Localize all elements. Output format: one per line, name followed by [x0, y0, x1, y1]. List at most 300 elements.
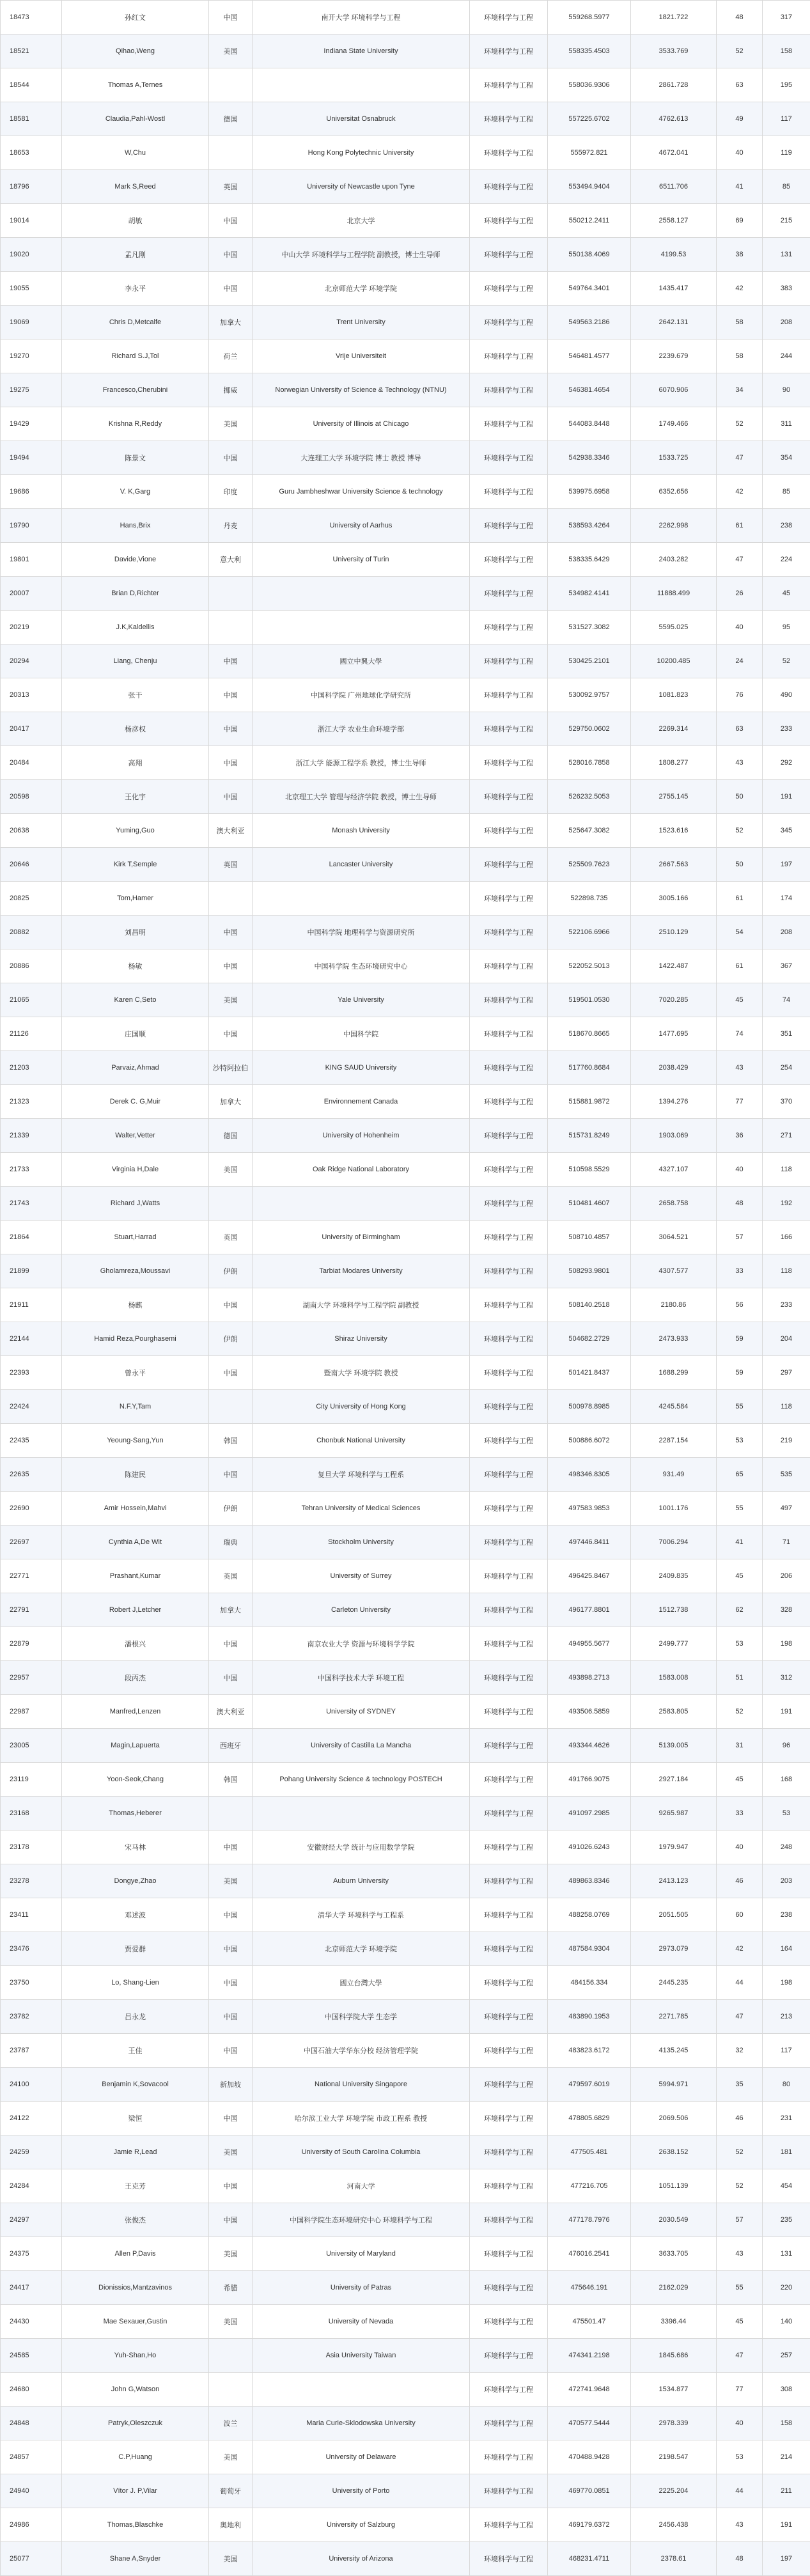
h-index-cell: 53 [717, 2440, 763, 2474]
citation-score-cell: 491026.6243 [548, 1831, 631, 1864]
paper-count-cell: 118 [763, 1390, 810, 1424]
paper-count-cell: 191 [763, 780, 810, 814]
institution-cell: University of Illinois at Chicago [253, 407, 470, 441]
institution-cell: Trent University [253, 306, 470, 340]
institution-cell: Asia University Taiwan [253, 2339, 470, 2373]
avg-score-cell: 2642.131 [631, 306, 717, 340]
institution-cell: Shiraz University [253, 1322, 470, 1356]
field-cell: 环境科学与工程 [470, 2102, 548, 2135]
paper-count-cell: 454 [763, 2169, 810, 2203]
name-cell: Patryk,Oleszczuk [62, 2407, 209, 2440]
citation-score-cell: 550212.2411 [548, 204, 631, 238]
avg-score-cell: 1422.487 [631, 949, 717, 983]
avg-score-cell: 2287.154 [631, 1424, 717, 1458]
institution-cell: 中国科学院 地理科学与资源研究所 [253, 916, 470, 949]
table-row [1, 543, 810, 577]
table-row [1, 1322, 810, 1356]
field-cell: 环境科学与工程 [470, 272, 548, 306]
h-index-cell: 33 [717, 1254, 763, 1288]
field-cell: 环境科学与工程 [470, 577, 548, 611]
country-cell [209, 611, 253, 644]
institution-cell: 哈尔滨工业大学 环境学院 市政工程系 教授 [253, 2102, 470, 2135]
name-cell: Yeoung-Sang,Yun [62, 1424, 209, 1458]
name-cell: Mark S,Reed [62, 170, 209, 204]
country-cell: 韩国 [209, 1763, 253, 1797]
paper-count-cell: 197 [763, 848, 810, 882]
h-index-cell: 33 [717, 1797, 763, 1831]
table-row [1, 204, 810, 238]
field-cell: 环境科学与工程 [470, 373, 548, 407]
country-cell [209, 1797, 253, 1831]
institution-cell: Stockholm University [253, 1526, 470, 1559]
paper-count-cell: 312 [763, 1661, 810, 1695]
rank-cell: 21733 [1, 1153, 62, 1187]
name-cell: Prashant,Kumar [62, 1559, 209, 1593]
rank-cell: 18581 [1, 102, 62, 136]
institution-cell [253, 2373, 470, 2407]
h-index-cell: 47 [717, 543, 763, 577]
h-index-cell: 47 [717, 2339, 763, 2373]
country-cell: 美国 [209, 2305, 253, 2339]
table-row [1, 2271, 810, 2305]
table-row [1, 1458, 810, 1492]
avg-score-cell: 3064.521 [631, 1221, 717, 1254]
citation-score-cell: 468231.4711 [548, 2542, 631, 2576]
avg-score-cell: 4307.577 [631, 1254, 717, 1288]
citation-score-cell: 542938.3346 [548, 441, 631, 475]
table-row [1, 1695, 810, 1729]
citation-score-cell: 530092.9757 [548, 678, 631, 712]
rank-cell: 20219 [1, 611, 62, 644]
citation-score-cell: 474341.2198 [548, 2339, 631, 2373]
citation-score-cell: 522106.6966 [548, 916, 631, 949]
h-index-cell: 26 [717, 577, 763, 611]
table-row [1, 1085, 810, 1119]
institution-cell: 清华大学 环境科学与工程系 [253, 1898, 470, 1932]
name-cell: Cynthia A,De Wit [62, 1526, 209, 1559]
field-cell: 环境科学与工程 [470, 136, 548, 170]
avg-score-cell: 6511.706 [631, 170, 717, 204]
avg-score-cell: 2162.029 [631, 2271, 717, 2305]
h-index-cell: 53 [717, 1627, 763, 1661]
table-row [1, 1593, 810, 1627]
paper-count-cell: 45 [763, 577, 810, 611]
institution-cell [253, 1187, 470, 1221]
h-index-cell: 55 [717, 1390, 763, 1424]
name-cell: 陈建民 [62, 1458, 209, 1492]
institution-cell: University of Salzburg [253, 2508, 470, 2542]
rank-cell: 22791 [1, 1593, 62, 1627]
avg-score-cell: 4135.245 [631, 2034, 717, 2068]
h-index-cell: 58 [717, 306, 763, 340]
institution-cell: Chonbuk National University [253, 1424, 470, 1458]
citation-score-cell: 508710.4857 [548, 1221, 631, 1254]
table-row [1, 441, 810, 475]
table-row [1, 2305, 810, 2339]
field-cell: 环境科学与工程 [470, 949, 548, 983]
paper-count-cell: 213 [763, 2000, 810, 2034]
h-index-cell: 61 [717, 882, 763, 916]
rank-cell: 24940 [1, 2474, 62, 2508]
country-cell: 中国 [209, 1627, 253, 1661]
country-cell: 奥地利 [209, 2508, 253, 2542]
field-cell: 环境科学与工程 [470, 2407, 548, 2440]
country-cell [209, 577, 253, 611]
rank-cell: 20886 [1, 949, 62, 983]
name-cell: 吕永龙 [62, 2000, 209, 2034]
rank-cell: 24417 [1, 2271, 62, 2305]
table-row [1, 2068, 810, 2102]
h-index-cell: 55 [717, 1492, 763, 1526]
h-index-cell: 42 [717, 475, 763, 509]
paper-count-cell: 292 [763, 746, 810, 780]
institution-cell: City University of Hong Kong [253, 1390, 470, 1424]
name-cell: Parvaiz,Ahmad [62, 1051, 209, 1085]
rank-cell: 21743 [1, 1187, 62, 1221]
field-cell: 环境科学与工程 [470, 1322, 548, 1356]
institution-cell: University of Surrey [253, 1559, 470, 1593]
table-row [1, 1763, 810, 1797]
rank-cell: 19801 [1, 543, 62, 577]
field-cell: 环境科学与工程 [470, 543, 548, 577]
name-cell: Vítor J. P,Vilar [62, 2474, 209, 2508]
citation-score-cell: 493344.4626 [548, 1729, 631, 1763]
paper-count-cell: 117 [763, 2034, 810, 2068]
name-cell: Magin,Lapuerta [62, 1729, 209, 1763]
table-row [1, 2102, 810, 2135]
institution-cell: 暨南大学 环境学院 教授 [253, 1356, 470, 1390]
name-cell: 王化宇 [62, 780, 209, 814]
paper-count-cell: 497 [763, 1492, 810, 1526]
institution-cell: University of Newcastle upon Tyne [253, 170, 470, 204]
table-row [1, 2034, 810, 2068]
institution-cell: University of Delaware [253, 2440, 470, 2474]
avg-score-cell: 6352.656 [631, 475, 717, 509]
avg-score-cell: 2978.339 [631, 2407, 717, 2440]
field-cell: 环境科学与工程 [470, 1526, 548, 1559]
country-cell: 德国 [209, 1119, 253, 1153]
paper-count-cell: 158 [763, 2407, 810, 2440]
paper-count-cell: 535 [763, 1458, 810, 1492]
institution-cell: University of Nevada [253, 2305, 470, 2339]
paper-count-cell: 96 [763, 1729, 810, 1763]
citation-score-cell: 538335.6429 [548, 543, 631, 577]
citation-score-cell: 529750.0602 [548, 712, 631, 746]
country-cell: 中国 [209, 1288, 253, 1322]
rank-cell: 18521 [1, 35, 62, 68]
avg-score-cell: 10200.485 [631, 644, 717, 678]
country-cell: 加拿大 [209, 1593, 253, 1627]
table-row [1, 1153, 810, 1187]
name-cell: Kirk T,Semple [62, 848, 209, 882]
name-cell: Manfred,Lenzen [62, 1695, 209, 1729]
rank-cell: 21911 [1, 1288, 62, 1322]
table-row [1, 407, 810, 441]
h-index-cell: 42 [717, 272, 763, 306]
avg-score-cell: 2262.998 [631, 509, 717, 543]
country-cell [209, 1390, 253, 1424]
rank-cell: 18544 [1, 68, 62, 102]
rank-cell: 22697 [1, 1526, 62, 1559]
rank-cell: 20882 [1, 916, 62, 949]
field-cell: 环境科学与工程 [470, 1831, 548, 1864]
country-cell: 澳大利亚 [209, 814, 253, 848]
rank-cell: 22690 [1, 1492, 62, 1526]
h-index-cell: 52 [717, 2169, 763, 2203]
name-cell: 张干 [62, 678, 209, 712]
paper-count-cell: 345 [763, 814, 810, 848]
h-index-cell: 49 [717, 102, 763, 136]
paper-count-cell: 206 [763, 1559, 810, 1593]
rank-cell: 24585 [1, 2339, 62, 2373]
rank-cell: 21323 [1, 1085, 62, 1119]
citation-score-cell: 489863.8346 [548, 1864, 631, 1898]
table-row [1, 238, 810, 272]
field-cell: 环境科学与工程 [470, 1593, 548, 1627]
institution-cell: University of Arizona [253, 2542, 470, 2576]
country-cell: 中国 [209, 2034, 253, 2068]
avg-score-cell: 5994.971 [631, 2068, 717, 2102]
table-row [1, 2440, 810, 2474]
country-cell: 中国 [209, 712, 253, 746]
paper-count-cell: 119 [763, 136, 810, 170]
field-cell: 环境科学与工程 [470, 170, 548, 204]
rank-cell: 19790 [1, 509, 62, 543]
name-cell: Benjamin K,Sovacool [62, 2068, 209, 2102]
rank-cell: 22435 [1, 1424, 62, 1458]
h-index-cell: 45 [717, 1559, 763, 1593]
name-cell: N.F.Y,Tam [62, 1390, 209, 1424]
country-cell: 中国 [209, 746, 253, 780]
paper-count-cell: 224 [763, 543, 810, 577]
citation-score-cell: 487584.9304 [548, 1932, 631, 1966]
avg-score-cell: 3396.44 [631, 2305, 717, 2339]
paper-count-cell: 203 [763, 1864, 810, 1898]
country-cell: 澳大利亚 [209, 1695, 253, 1729]
table-row [1, 1356, 810, 1390]
citation-score-cell: 500886.6072 [548, 1424, 631, 1458]
name-cell: Richard S.J,Tol [62, 340, 209, 373]
field-cell: 环境科学与工程 [470, 2034, 548, 2068]
h-index-cell: 55 [717, 2271, 763, 2305]
h-index-cell: 44 [717, 2474, 763, 2508]
avg-score-cell: 1688.299 [631, 1356, 717, 1390]
name-cell: Qihao,Weng [62, 35, 209, 68]
table-row [1, 2508, 810, 2542]
name-cell: Virginia H,Dale [62, 1153, 209, 1187]
field-cell: 环境科学与工程 [470, 1729, 548, 1763]
table-row [1, 2373, 810, 2407]
paper-count-cell: 168 [763, 1763, 810, 1797]
avg-score-cell: 1821.722 [631, 1, 717, 35]
table-row [1, 306, 810, 340]
rank-cell: 25077 [1, 2542, 62, 2576]
table-row [1, 882, 810, 916]
name-cell: John G,Watson [62, 2373, 209, 2407]
field-cell: 环境科学与工程 [470, 1424, 548, 1458]
field-cell: 环境科学与工程 [470, 1254, 548, 1288]
h-index-cell: 40 [717, 611, 763, 644]
h-index-cell: 60 [717, 1898, 763, 1932]
institution-cell: 湖南大学 环境科学与工程学院 副教授 [253, 1288, 470, 1322]
h-index-cell: 53 [717, 1424, 763, 1458]
field-cell: 环境科学与工程 [470, 1695, 548, 1729]
rank-cell: 24100 [1, 2068, 62, 2102]
table-row [1, 712, 810, 746]
citation-score-cell: 528016.7858 [548, 746, 631, 780]
institution-cell: 浙江大学 农业生命环境学部 [253, 712, 470, 746]
avg-score-cell: 2658.758 [631, 1187, 717, 1221]
paper-count-cell: 117 [763, 102, 810, 136]
country-cell: 中国 [209, 1017, 253, 1051]
avg-score-cell: 2038.429 [631, 1051, 717, 1085]
name-cell: Gholamreza,Moussavi [62, 1254, 209, 1288]
rank-cell: 19494 [1, 441, 62, 475]
table-row [1, 611, 810, 644]
institution-cell: 河南大学 [253, 2169, 470, 2203]
rank-cell: 23168 [1, 1797, 62, 1831]
rank-cell: 24375 [1, 2237, 62, 2271]
citation-score-cell: 546481.4577 [548, 340, 631, 373]
h-index-cell: 45 [717, 1763, 763, 1797]
avg-score-cell: 7006.294 [631, 1526, 717, 1559]
institution-cell: Auburn University [253, 1864, 470, 1898]
name-cell: Liang, Chenju [62, 644, 209, 678]
table-row [1, 2407, 810, 2440]
paper-count-cell: 238 [763, 1898, 810, 1932]
avg-score-cell: 4245.584 [631, 1390, 717, 1424]
avg-score-cell: 2198.547 [631, 2440, 717, 2474]
avg-score-cell: 2755.145 [631, 780, 717, 814]
citation-score-cell: 488258.0769 [548, 1898, 631, 1932]
name-cell: Derek C. G,Muir [62, 1085, 209, 1119]
rank-cell: 24259 [1, 2135, 62, 2169]
citation-score-cell: 476016.2541 [548, 2237, 631, 2271]
field-cell: 环境科学与工程 [470, 882, 548, 916]
country-cell: 美国 [209, 2440, 253, 2474]
paper-count-cell: 254 [763, 1051, 810, 1085]
institution-cell: Indiana State University [253, 35, 470, 68]
paper-count-cell: 192 [763, 1187, 810, 1221]
country-cell: 英国 [209, 1559, 253, 1593]
h-index-cell: 54 [717, 916, 763, 949]
citation-score-cell: 555972.821 [548, 136, 631, 170]
rank-cell: 20313 [1, 678, 62, 712]
citation-score-cell: 493898.2713 [548, 1661, 631, 1695]
name-cell: Yuming,Guo [62, 814, 209, 848]
country-cell: 挪威 [209, 373, 253, 407]
avg-score-cell: 2403.282 [631, 543, 717, 577]
institution-cell: Tarbiat Modares University [253, 1254, 470, 1288]
citation-score-cell: 478805.6829 [548, 2102, 631, 2135]
citation-score-cell: 522052.5013 [548, 949, 631, 983]
name-cell: 胡敏 [62, 204, 209, 238]
table-row [1, 1, 810, 35]
paper-count-cell: 131 [763, 2237, 810, 2271]
country-cell: 中国 [209, 1898, 253, 1932]
avg-score-cell: 2409.835 [631, 1559, 717, 1593]
field-cell: 环境科学与工程 [470, 1, 548, 35]
h-index-cell: 40 [717, 2407, 763, 2440]
field-cell: 环境科学与工程 [470, 2305, 548, 2339]
avg-score-cell: 4672.041 [631, 136, 717, 170]
institution-cell: Tehran University of Medical Sciences [253, 1492, 470, 1526]
name-cell: Francesco,Cherubini [62, 373, 209, 407]
country-cell: 中国 [209, 272, 253, 306]
country-cell: 荷兰 [209, 340, 253, 373]
name-cell: 梁恒 [62, 2102, 209, 2135]
citation-score-cell: 534982.4141 [548, 577, 631, 611]
table-row [1, 1492, 810, 1526]
table-row [1, 1627, 810, 1661]
citation-score-cell: 470577.5444 [548, 2407, 631, 2440]
table-row [1, 136, 810, 170]
h-index-cell: 44 [717, 1966, 763, 2000]
citation-score-cell: 510598.5529 [548, 1153, 631, 1187]
name-cell: 王克芳 [62, 2169, 209, 2203]
avg-score-cell: 2583.805 [631, 1695, 717, 1729]
avg-score-cell: 2445.235 [631, 1966, 717, 2000]
avg-score-cell: 2225.204 [631, 2474, 717, 2508]
paper-count-cell: 248 [763, 1831, 810, 1864]
paper-count-cell: 191 [763, 2508, 810, 2542]
field-cell: 环境科学与工程 [470, 1458, 548, 1492]
rank-cell: 24848 [1, 2407, 62, 2440]
paper-count-cell: 90 [763, 373, 810, 407]
country-cell: 中国 [209, 2169, 253, 2203]
avg-score-cell: 1435.417 [631, 272, 717, 306]
country-cell: 加拿大 [209, 1085, 253, 1119]
institution-cell: University of Maryland [253, 2237, 470, 2271]
paper-count-cell: 328 [763, 1593, 810, 1627]
country-cell: 丹麦 [209, 509, 253, 543]
field-cell: 环境科学与工程 [470, 1763, 548, 1797]
paper-count-cell: 95 [763, 611, 810, 644]
field-cell: 环境科学与工程 [470, 2000, 548, 2034]
table-row [1, 1864, 810, 1898]
field-cell: 环境科学与工程 [470, 2474, 548, 2508]
field-cell: 环境科学与工程 [470, 1221, 548, 1254]
citation-score-cell: 500978.8985 [548, 1390, 631, 1424]
citation-score-cell: 479597.6019 [548, 2068, 631, 2102]
paper-count-cell: 191 [763, 1695, 810, 1729]
rank-cell: 23278 [1, 1864, 62, 1898]
name-cell: 庄国顺 [62, 1017, 209, 1051]
field-cell: 环境科学与工程 [470, 475, 548, 509]
country-cell: 英国 [209, 170, 253, 204]
citation-score-cell: 475501.47 [548, 2305, 631, 2339]
avg-score-cell: 931.49 [631, 1458, 717, 1492]
field-cell: 环境科学与工程 [470, 2542, 548, 2576]
rank-cell: 24297 [1, 2203, 62, 2237]
table-row [1, 1797, 810, 1831]
field-cell: 环境科学与工程 [470, 2508, 548, 2542]
country-cell: 伊朗 [209, 1254, 253, 1288]
table-row [1, 35, 810, 68]
paper-count-cell: 198 [763, 1966, 810, 2000]
country-cell: 中国 [209, 949, 253, 983]
avg-score-cell: 4199.53 [631, 238, 717, 272]
name-cell: Davide,Vione [62, 543, 209, 577]
h-index-cell: 46 [717, 1864, 763, 1898]
name-cell: Dionissios,Mantzavinos [62, 2271, 209, 2305]
citation-score-cell: 469179.6372 [548, 2508, 631, 2542]
institution-cell: 中国科学院生态环境研究中心 环境科学与工程 [253, 2203, 470, 2237]
citation-score-cell: 498346.8305 [548, 1458, 631, 1492]
citation-score-cell: 518670.8665 [548, 1017, 631, 1051]
field-cell: 环境科学与工程 [470, 1390, 548, 1424]
institution-cell: University of Porto [253, 2474, 470, 2508]
